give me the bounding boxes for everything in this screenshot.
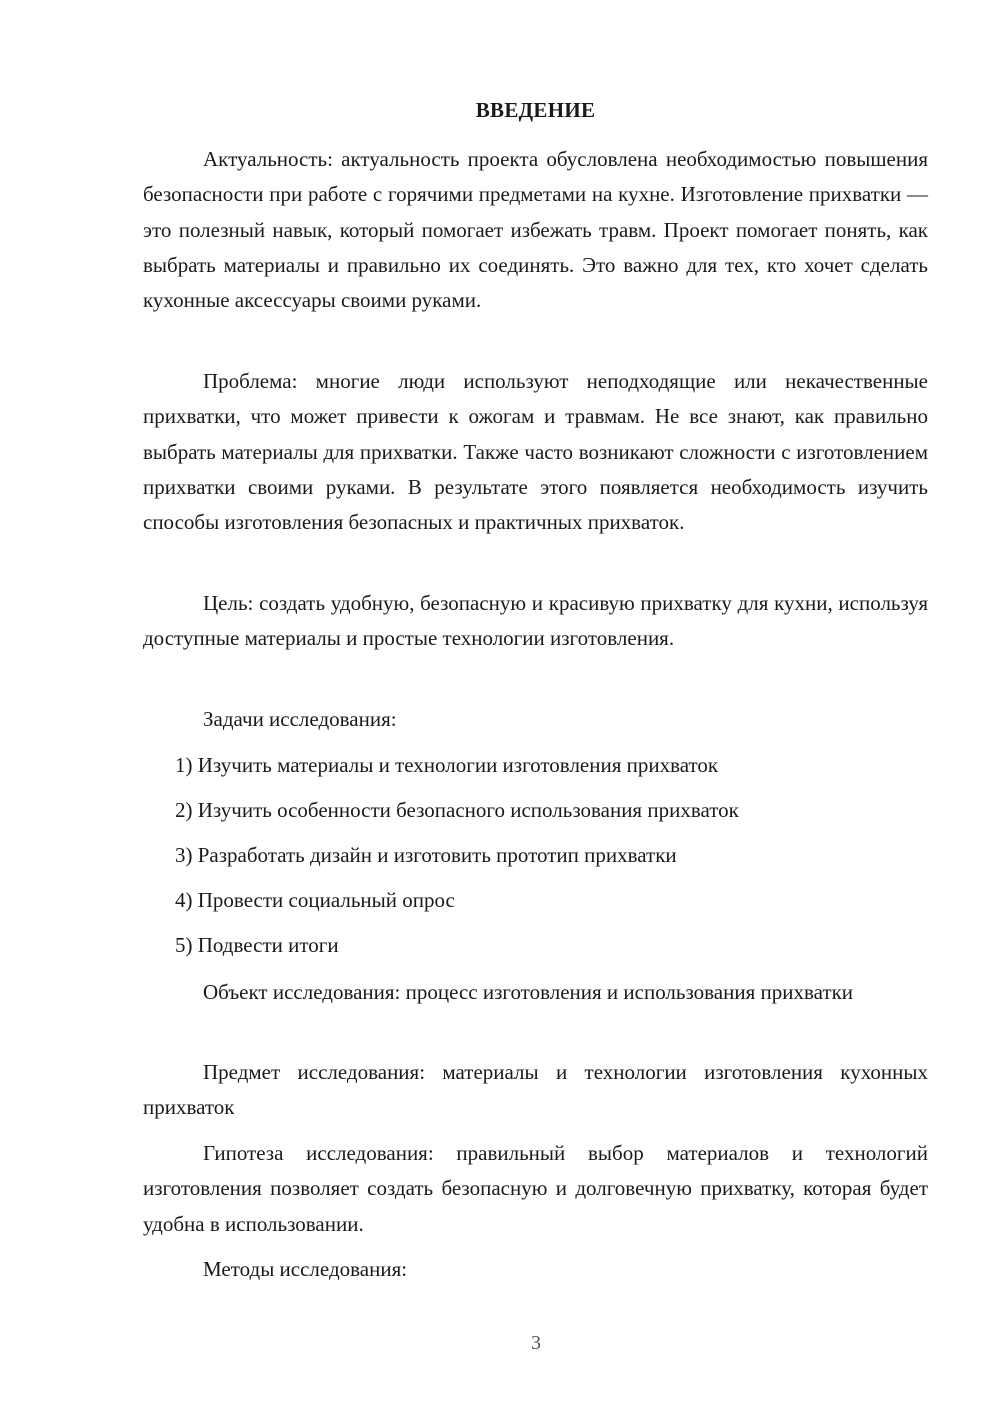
- paragraph-problem: Проблема: многие люди используют неподходящие или некачественные прихватки, что может привести к ожогам и травмам. Не все знают, как правильно выбрать материалы для прихватки. Также часто возникают сложности с изготовлением прихватки своими руками. В результате этого появляется необходимость изучить способы изготовления безопасных и практичных прихваток.: [143, 369, 928, 535]
- paragraph-subject: Предмет исследования: материалы и технологии изготовления кухонных прихваток: [143, 1060, 928, 1120]
- tasks-heading: Задачи исследования:: [203, 707, 397, 731]
- page-title: ВВЕДЕНИЕ: [475, 98, 596, 122]
- task-item-5: 5) Подвести итоги: [175, 933, 339, 957]
- paragraph-relevance: Актуальность: актуальность проекта обусловлена необходимостью повышения безопасности при работе с горячими предметами на кухне. Изготовление прихватки — это полезный навык, который помогает избежать травм. Проект помогает понять, как выбрать материалы и правильно их соединять. Это важно для тех, кто хочет сделать кухонные аксессуары своими руками.: [143, 147, 928, 313]
- paragraph-goal: Цель: создать удобную, безопасную и красивую прихватку для кухни, используя доступные материалы и простые технологии изготовления.: [143, 591, 928, 651]
- paragraph-object: Объект исследования: процесс изготовления и использования прихватки: [203, 980, 854, 1004]
- page-number: 3: [531, 1332, 541, 1354]
- task-item-1: 1) Изучить материалы и технологии изготовления прихваток: [175, 753, 719, 777]
- methods-heading: Методы исследования:: [203, 1257, 408, 1281]
- task-item-2: 2) Изучить особенности безопасного использования прихваток: [175, 798, 739, 822]
- paragraph-hypothesis: Гипотеза исследования: правильный выбор материалов и технологий изготовления позволяет создать безопасную и долговечную прихватку, которая будет удобна в использовании.: [143, 1141, 928, 1236]
- task-item-3: 3) Разработать дизайн и изготовить прототип прихватки: [175, 843, 677, 867]
- task-item-4: 4) Провести социальный опрос: [175, 888, 455, 912]
